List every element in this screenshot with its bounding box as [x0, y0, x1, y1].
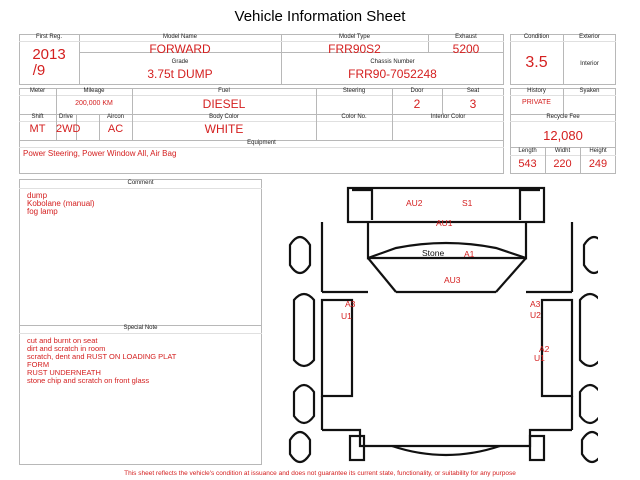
- damage-mark-right-a2: A2: [539, 344, 550, 354]
- damage-mark-au3: AU3: [444, 275, 461, 285]
- damage-mark-stone: Stone: [422, 248, 445, 258]
- aircon-label: Aircon: [106, 114, 124, 120]
- condition-label: Condition: [523, 34, 550, 40]
- fuel-value: DIESEL: [202, 97, 246, 111]
- width-value: 220: [553, 158, 572, 170]
- exterior-label: Exterior: [579, 34, 600, 40]
- meter-label: Meter: [29, 88, 46, 94]
- interior-label: Interior: [580, 61, 599, 67]
- damage-mark-right-u2: U2: [530, 310, 541, 320]
- first-reg-year: 2013: [32, 46, 66, 63]
- history-value: PRIVATE: [522, 99, 551, 106]
- height-value: 249: [588, 158, 608, 170]
- truck-damage-diagram: [280, 182, 598, 466]
- exhaust-value: 5200: [452, 42, 480, 56]
- comment-text: dump Kobolane (manual) fog lamp: [27, 191, 95, 216]
- damage-mark-s1: S1: [462, 198, 473, 208]
- special-note-label: Special Note: [123, 325, 158, 331]
- recycle-fee-value: 12,080: [543, 128, 583, 143]
- seat-label: Seat: [466, 88, 480, 94]
- grade-value: 3.75t DUMP: [147, 67, 213, 81]
- recycle-fee-label: Recycle Fee: [546, 114, 580, 120]
- damage-mark-a1: A1: [464, 249, 475, 259]
- disclaimer-footer: This sheet reflects the vehicle's condition at issuance and does not guarantee its current state, functionality, or suitability for any purpose: [124, 470, 516, 477]
- length-label: Length: [518, 148, 537, 154]
- special-note-text: cut and burnt on seat dirt and scratch in room scratch, dent and RUST ON LOADING PLAT FORM RUST UNDERNEATH stone chip and scratch on front glass: [27, 336, 177, 385]
- model-type-label: Model Type: [339, 34, 370, 40]
- grade-label: Grade: [171, 59, 189, 65]
- condition-value: 3.5: [525, 54, 548, 71]
- history-label: History: [527, 88, 546, 94]
- model-name-value: FORWARD: [149, 42, 211, 56]
- model-type-value: FRR90S2: [328, 42, 381, 56]
- exhaust-label: Exhaust: [455, 34, 477, 40]
- drive-label: Drive: [58, 114, 73, 120]
- shift-value: MT: [29, 123, 46, 135]
- seat-value: 3: [469, 97, 477, 111]
- steering-label: Steering: [342, 88, 366, 94]
- mileage-label: Mileage: [83, 88, 105, 94]
- first-reg-label: First Reg.: [35, 34, 62, 40]
- body-color-label: Body Color: [209, 114, 239, 120]
- height-label: Height: [589, 148, 607, 154]
- shift-label: Shift: [31, 114, 44, 120]
- equipment-value: Power Steering, Power Window All, Air Bag: [23, 149, 177, 158]
- damage-mark-right-u1: U1: [534, 353, 545, 363]
- damage-mark-left-a3: A3: [345, 299, 356, 309]
- fuel-label: Fuel: [218, 88, 230, 94]
- syaken-label: Syaken: [579, 88, 600, 94]
- color-no-label: Color No.: [341, 114, 367, 120]
- first-reg-month: /9: [32, 62, 46, 79]
- equipment-label: Equipment: [247, 140, 276, 146]
- interior-color-label: Interior Color: [430, 114, 466, 120]
- damage-mark-right-a3: A3: [530, 299, 541, 309]
- chassis-number-label: Chassis Number: [370, 59, 415, 65]
- drive-value: 2WD: [56, 123, 81, 135]
- aircon-value: AC: [107, 123, 124, 135]
- page-title: Vehicle Information Sheet: [234, 8, 406, 25]
- model-name-label: Model Name: [162, 34, 197, 40]
- body-color-value: WHITE: [204, 122, 244, 136]
- damage-mark-left-u1: U1: [341, 311, 352, 321]
- damage-mark-au1: AU1: [436, 218, 453, 228]
- width-label: Widht: [554, 148, 571, 154]
- length-value: 543: [518, 158, 537, 170]
- damage-mark-au2: AU2: [406, 198, 423, 208]
- door-value: 2: [413, 97, 421, 111]
- comment-label: Comment: [127, 180, 154, 186]
- mileage-value: 200,000 KM: [75, 100, 113, 107]
- door-label: Door: [410, 88, 424, 94]
- chassis-number-value: FRR90-7052248: [348, 67, 437, 81]
